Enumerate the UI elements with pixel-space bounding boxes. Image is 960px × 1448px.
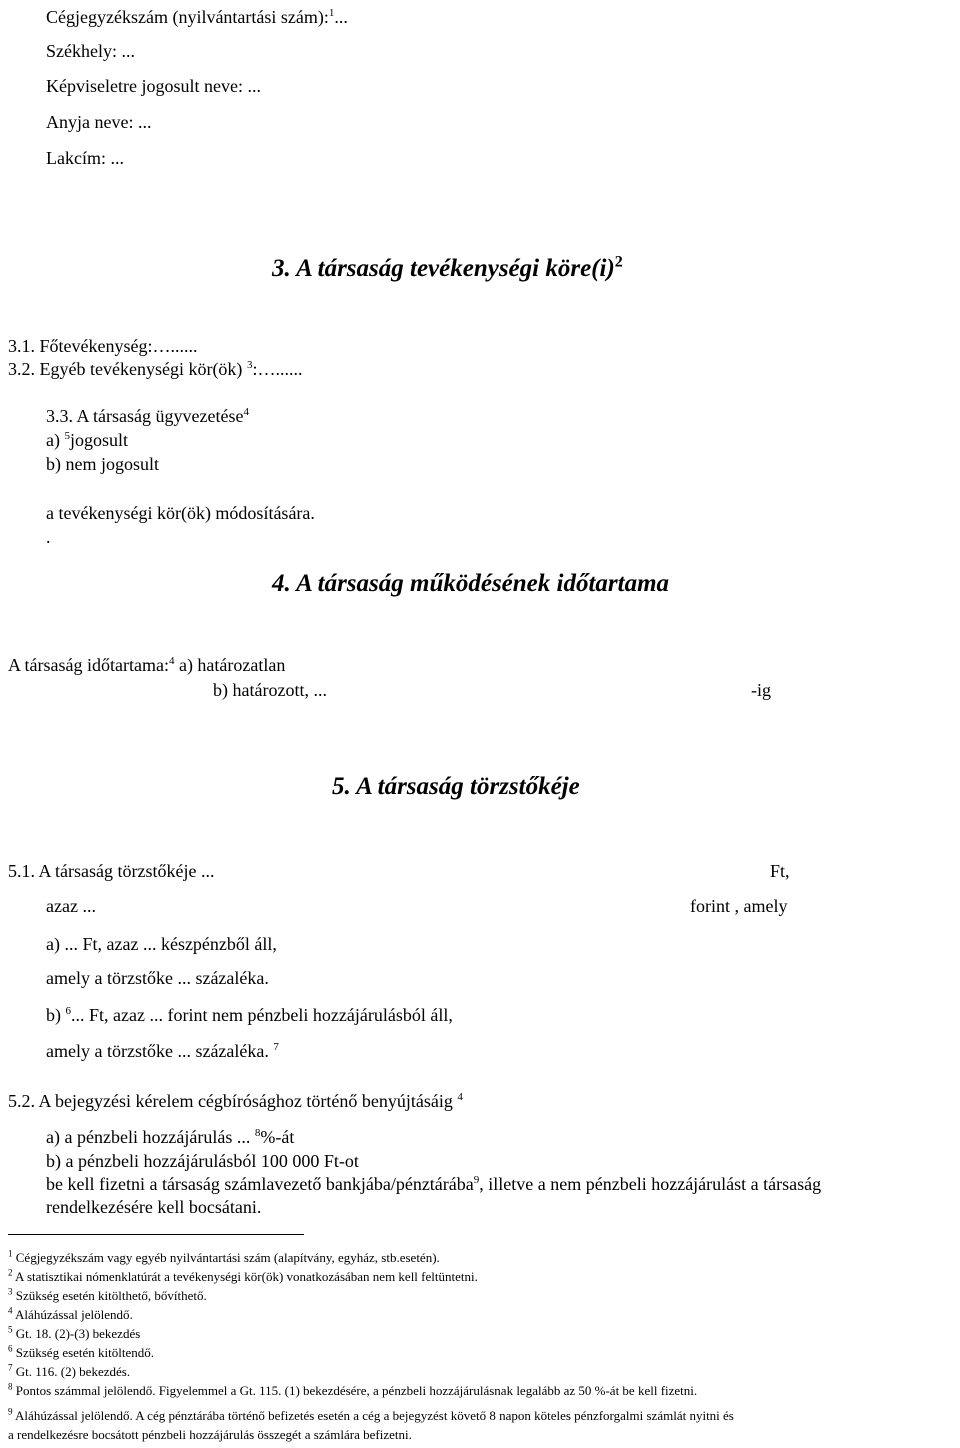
duration-line xyxy=(8,654,285,676)
footnote-ref: 8 xyxy=(254,1127,261,1139)
footnote-8 xyxy=(8,1383,697,1399)
submission-payment-text: be kell fizetni a társaság számlavezető bankjába/pénztárába xyxy=(46,1174,474,1194)
submission-payment-suffix: , illetve a nem pénzbeli hozzájárulást a társaság xyxy=(479,1174,822,1194)
submission-payment-line xyxy=(46,1173,821,1195)
address-line: Lakcím: ... xyxy=(46,148,124,168)
footnote-ref: 7 xyxy=(273,1041,279,1053)
management-label: 3.3. A társaság ügyvezetése xyxy=(46,406,244,426)
footnote-text: Aláhúzással jelölendő. xyxy=(15,1307,133,1322)
submission-option-a xyxy=(46,1126,294,1148)
option-letter: a) xyxy=(46,430,60,450)
submission-label: 5.2. A bejegyzési kérelem cégbírósághoz történő benyújtásáig xyxy=(8,1091,453,1111)
mother-name-line: Anyja neve: ... xyxy=(46,112,152,132)
duration-option-b xyxy=(213,679,771,701)
footnote-2 xyxy=(8,1269,478,1285)
submission-option-b: b) a pénzbeli hozzájárulásból 100 000 Ft-ot xyxy=(46,1151,359,1171)
footnote-5 xyxy=(8,1326,140,1342)
non-cash-contribution-line xyxy=(46,1004,453,1026)
footnote-number: 1 xyxy=(8,1248,13,1259)
footnote-1 xyxy=(8,1250,440,1266)
duration-option-b-dots: ... xyxy=(313,680,327,700)
cash-percentage-line: amely a törzstőke ... százaléka. xyxy=(46,968,269,988)
footnote-7 xyxy=(8,1364,130,1380)
capital-line-2 xyxy=(46,895,788,917)
footnote-number: 2 xyxy=(8,1267,13,1278)
submission-heading-line xyxy=(8,1090,463,1112)
capital-words-label: azaz xyxy=(46,896,78,916)
footnote-text: Szükség esetén kitöltendő. xyxy=(15,1345,155,1360)
capital-words-dots: ... xyxy=(82,896,96,916)
section-4-heading: 4. A társaság működésének időtartama xyxy=(272,570,670,597)
footnote-text: Szükség esetén kitölthető, bővíthető. xyxy=(15,1288,207,1303)
registration-number-label: Cégjegyzékszám (nyilvántartási szám): xyxy=(46,7,329,27)
duration-label: A társaság időtartama: xyxy=(8,655,169,675)
footnote-ref: 2 xyxy=(614,253,623,271)
footnote-text: Cégjegyzékszám vagy egyéb nyilvántartási szám (alapítvány, egyház, stb.esetén). xyxy=(15,1250,440,1265)
footnote-ref: 4 xyxy=(243,406,249,418)
footnote-ref: 9 xyxy=(473,1174,480,1186)
management-option-a xyxy=(46,429,128,451)
registration-number-line xyxy=(46,6,348,28)
seat-line: Székhely: ... xyxy=(46,41,135,61)
capital-words-suffix: forint , amely xyxy=(690,896,788,916)
section-5-heading: 5. A társaság törzstőkéje xyxy=(332,773,580,800)
duration-option-b-suffix: -ig xyxy=(751,680,771,700)
footnote-9-continuation xyxy=(8,1427,412,1443)
capital-dots: ... xyxy=(200,861,215,881)
footnote-number: 4 xyxy=(8,1305,13,1316)
main-activity-line: 3.1. Főtevékenység:…...... xyxy=(8,336,198,356)
management-option-b: b) nem jogosult xyxy=(46,454,159,474)
footnote-4 xyxy=(8,1307,133,1323)
submission-option-a-text: a) a pénzbeli hozzájárulás ... xyxy=(46,1127,251,1147)
footnote-text: Aláhúzással jelölendő. A cég pénztárába történő befizetés esetén a cég a bejegyzést követő 8 napon köteles pénzforgalmi számlát nyitni és xyxy=(15,1408,734,1423)
other-activities-line xyxy=(8,358,302,380)
duration-option-a: a) határozatlan xyxy=(178,655,286,675)
footnote-ref: 1 xyxy=(328,7,335,19)
management-line xyxy=(46,405,249,427)
capital-suffix: Ft, xyxy=(770,861,790,881)
cash-contribution-line: a) ... Ft, azaz ... készpénzből áll, xyxy=(46,934,277,954)
footnote-number: 9 xyxy=(8,1406,13,1417)
registration-number-value: ... xyxy=(334,7,348,27)
footnote-ref: 3 xyxy=(246,359,253,371)
submission-disposal-line: rendelkezésére kell bocsátani. xyxy=(46,1197,262,1217)
footnote-ref: 6 xyxy=(65,1005,71,1017)
non-cash-percentage-text: amely a törzstőke ... százaléka. xyxy=(46,1041,269,1061)
duration-option-b-label: b) határozott, xyxy=(213,680,309,700)
non-cash-percentage-line xyxy=(46,1040,279,1062)
footnote-number: 7 xyxy=(8,1362,13,1373)
footnote-text: a rendelkezésre bocsátott pénzbeli hozzájárulás összegét a számlára befizetni. xyxy=(8,1427,412,1442)
footnote-3 xyxy=(8,1288,207,1304)
footnote-text: Pontos számmal jelölendő. Figyelemmel a Gt. 115. (1) bekezdésére, a pénzbeli hozzájárulásnak legalább az 50 %-át be kell fizetni. xyxy=(15,1383,698,1398)
stray-dot: . xyxy=(46,527,51,547)
non-cash-contribution-text: ... Ft, azaz ... forint nem pénzbeli hozzájárulásból áll, xyxy=(71,1005,453,1025)
section-3-heading xyxy=(272,254,623,284)
footnote-6 xyxy=(8,1345,154,1361)
other-activities-label: 3.2. Egyéb tevékenységi kör(ök) xyxy=(8,359,243,379)
footnote-number: 3 xyxy=(8,1286,13,1297)
option-text: jogosult xyxy=(69,430,128,450)
other-activities-value: :…...... xyxy=(252,359,303,379)
representative-name-line: Képviseletre jogosult neve: ... xyxy=(46,76,261,96)
footnote-number: 5 xyxy=(8,1324,13,1335)
capital-line-1 xyxy=(8,860,790,882)
option-letter: b) xyxy=(46,1005,61,1025)
footnote-text: Gt. 18. (2)-(3) bekezdés xyxy=(15,1326,141,1341)
footnote-text: Gt. 116. (2) bekezdés. xyxy=(15,1364,131,1379)
footnote-divider xyxy=(8,1234,304,1235)
footnote-number: 8 xyxy=(8,1381,13,1392)
footnote-9 xyxy=(8,1408,734,1424)
submission-option-a-suffix: %-át xyxy=(260,1127,295,1147)
footnote-number: 6 xyxy=(8,1343,13,1354)
footnote-text: A statisztikai nómenklatúrát a tevékenységi kör(ök) vonatkozásában nem kell feltüntetni. xyxy=(15,1269,478,1284)
footnote-ref: 4 xyxy=(457,1091,463,1103)
capital-label: 5.1. A társaság törzstőkéje xyxy=(8,861,197,881)
footnote-ref: 5 xyxy=(64,430,70,442)
section-3-title: 3. A társaság tevékenységi köre(i) xyxy=(272,255,615,282)
footnote-ref: 4 xyxy=(168,655,175,667)
modification-line: a tevékenységi kör(ök) módosítására. xyxy=(46,503,315,523)
